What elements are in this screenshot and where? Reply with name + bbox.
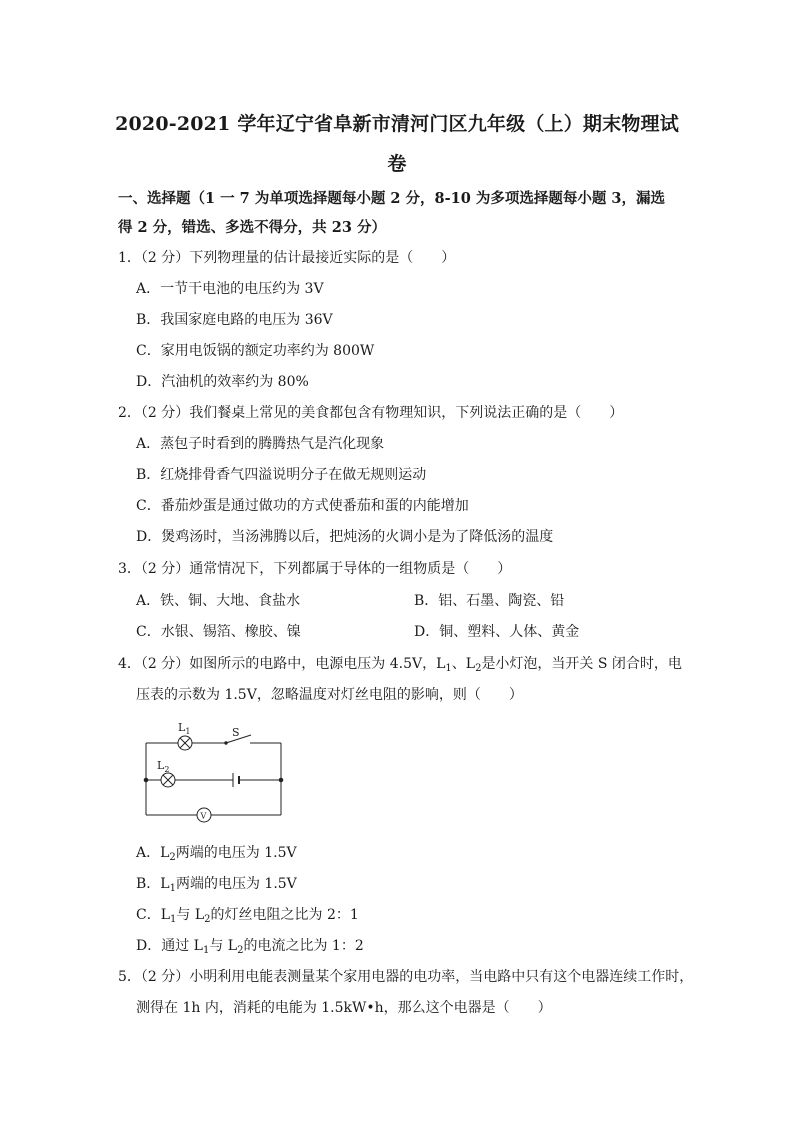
lamp-l2-label: $L_2$ — [157, 759, 170, 774]
q2-stem: 2．（2 分）我们餐桌上常见的美食都包含有物理知识，下列说法正确的是（ ） — [118, 405, 624, 421]
q1-option-d: D．汽油机的效率约为 80% — [136, 374, 309, 390]
q4-option-c: C．$L_1$与 $L_2$的灯丝电阻之比为 2：1 — [136, 907, 359, 925]
q5-stem-line1: 5．（2 分）小明利用电能表测量某个家用电器的电功率，当电路中只有这个电器连续工作时， — [118, 969, 694, 985]
q2-option-c: C．番茄炒蛋是通过做功的方式使番茄和蛋的内能增加 — [136, 498, 469, 514]
q4-stem-line1: 4．（2 分）如图所示的电路中，电源电压为 4.5V，$L_1$、$L_2$是小灯泡，当开关 S 闭合时，电 — [118, 656, 682, 674]
voltmeter-label: V — [200, 811, 207, 821]
exam-title — [110, 104, 684, 184]
q2-option-b: B．红烧排骨香气四溢说明分子在做无规则运动 — [136, 467, 427, 483]
q1-option-b: B．我国家庭电路的电压为 36V — [136, 312, 333, 328]
section-heading: 一、选择题（1 一 7 为单项选择题每小题 2 分，8-10 为多项选择题每小题 3，漏选得 2 分，错选、多选不得分，共 23 分） — [118, 190, 665, 236]
q3-option-c: C．水银、锡箔、橡胶、镍 — [136, 624, 301, 640]
q2-option-d: D．煲鸡汤时，当汤沸腾以后，把炖汤的火调小是为了降低汤的温度 — [136, 529, 554, 545]
q5-stem-line2: 测得在 1h 内，消耗的电能为 1.5kW•h，那么这个电器是（ ） — [136, 1000, 552, 1016]
q1-option-c: C．家用电饭锅的额定功率约为 800W — [136, 343, 375, 359]
exam-title-line2: 卷 — [387, 153, 407, 175]
lamp-l1-label: $L_1$ — [178, 721, 191, 736]
switch-s-label: S — [232, 726, 240, 739]
exam-title-line1: 2020-2021 学年辽宁省阜新市清河门区九年级（上）期末物理试 — [115, 113, 679, 135]
q4-option-b: B．$L_1$两端的电压为 1.5V — [136, 876, 297, 894]
q4-option-a: A．$L_2$两端的电压为 1.5V — [136, 845, 297, 863]
q3-option-d: D．铜、塑料、人体、黄金 — [414, 624, 580, 640]
q3-stem: 3．（2 分）通常情况下，下列都属于导体的一组物质是（ ） — [118, 561, 512, 577]
q3-option-b: B．铝、石墨、陶瓷、铅 — [414, 593, 565, 609]
q4-option-d: D．通过 $L_1$与 $L_2$的电流之比为 1：2 — [136, 938, 364, 956]
q2-option-a: A．蒸包子时看到的腾腾热气是汽化现象 — [136, 436, 385, 452]
q1-option-a: A．一节干电池的电压约为 3V — [136, 281, 324, 297]
q1-stem: 1．（2 分）下列物理量的估计最接近实际的是（ ） — [118, 250, 456, 266]
q4-stem-line2: 压表的示数为 1.5V，忽略温度对灯丝电阻的影响，则（ ） — [136, 687, 523, 703]
circuit-diagram — [138, 716, 288, 826]
q3-option-a: A．铁、铜、大地、食盐水 — [136, 593, 301, 609]
